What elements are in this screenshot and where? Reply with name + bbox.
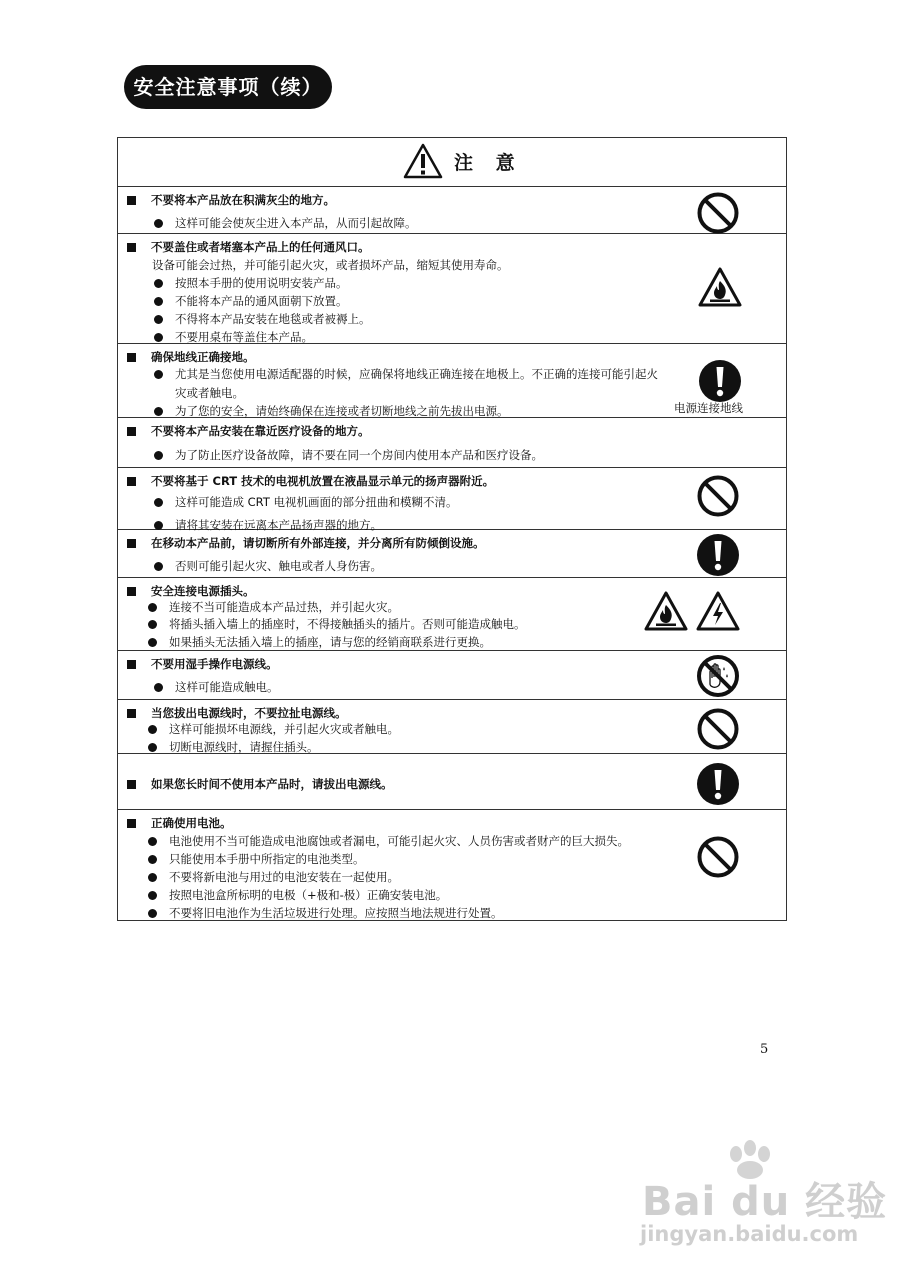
bullet-item xyxy=(154,312,371,326)
bullet-item xyxy=(154,680,279,694)
bullet-item xyxy=(148,888,447,902)
prohibition-icon xyxy=(696,191,740,235)
bullet-text: 只能使用本手册中所指定的电池类型。 xyxy=(169,852,365,866)
bullet-text: 按照本手册的使用说明安装产品。 xyxy=(175,276,348,290)
caution-section xyxy=(118,468,786,530)
caution-section xyxy=(118,578,786,651)
square-bullet-icon xyxy=(127,660,136,669)
bullet-text: 这样可能会使灰尘进入本产品，从而引起故障。 xyxy=(175,216,417,230)
bullet-text: 为了防止医疗设备故障，请不要在同一个房间内使用本产品和医疗设备。 xyxy=(175,448,543,462)
bullet-item xyxy=(154,495,458,509)
bullet-text: 按照电池盒所标明的电极（+极和-极）正确安装电池。 xyxy=(169,888,448,902)
round-bullet-icon xyxy=(148,837,157,846)
caution-section xyxy=(118,234,786,344)
section-heading xyxy=(127,424,370,438)
bullet-item xyxy=(154,276,348,290)
bullet-item xyxy=(148,906,503,920)
caution-section xyxy=(118,344,786,418)
bullet-item xyxy=(154,404,509,418)
round-bullet-icon xyxy=(154,370,163,379)
square-bullet-icon xyxy=(127,243,136,252)
square-bullet-icon xyxy=(127,780,136,789)
caution-section xyxy=(118,700,786,754)
caution-section xyxy=(118,754,786,810)
caution-section xyxy=(118,530,786,578)
section-heading xyxy=(127,777,393,791)
caution-label: 注 意 xyxy=(454,152,523,174)
page-title: 安全注意事项（续） xyxy=(124,65,332,109)
bullet-text: 尤其是当您使用电源适配器的时候，应确保将地线正确连接在地极上。不正确的连接可能引起火 xyxy=(175,367,658,381)
section-heading-text: 不要将本产品放在积满灰尘的地方。 xyxy=(151,193,335,207)
baidu-watermark xyxy=(640,1140,890,1255)
prohibition-icon xyxy=(696,835,740,879)
section-heading-text: 不要将基于 CRT 技术的电视机放置在液晶显示单元的扬声器附近。 xyxy=(151,474,495,488)
square-bullet-icon xyxy=(127,709,136,718)
bullet-text: 否则可能引起火灾、触电或者人身伤害。 xyxy=(175,559,382,573)
section-heading-text: 不要将本产品安装在靠近医疗设备的地方。 xyxy=(151,424,370,438)
bullet-text: 不要将旧电池作为生活垃圾进行处理。应按照当地法规进行处置。 xyxy=(169,906,503,920)
square-bullet-icon xyxy=(127,427,136,436)
bullet-item xyxy=(154,216,417,230)
no-wet-hands-icon xyxy=(696,654,740,698)
bullet-continuation xyxy=(175,386,244,400)
section-heading-text: 不要用湿手操作电源线。 xyxy=(151,657,278,671)
bullet-text: 连接不当可能造成本产品过热，并引起火灾。 xyxy=(169,600,399,614)
square-bullet-icon xyxy=(127,196,136,205)
prohibition-icon xyxy=(696,707,740,751)
fire-warning-icon xyxy=(644,591,688,631)
section-heading xyxy=(127,536,485,550)
section-heading xyxy=(127,193,335,207)
bullet-item xyxy=(148,834,629,848)
bullet-text: 这样可能造成触电。 xyxy=(175,680,279,694)
bullet-item xyxy=(148,635,491,649)
section-heading-text: 正确使用电池。 xyxy=(151,816,232,830)
caution-panel xyxy=(117,137,787,921)
bullet-text: 这样可能造成 CRT 电视机画面的部分扭曲和模糊不清。 xyxy=(175,495,458,509)
section-paragraph xyxy=(152,258,509,272)
round-bullet-icon xyxy=(154,219,163,228)
bullet-item xyxy=(154,559,382,573)
section-heading xyxy=(127,816,232,830)
section-heading-text: 不要盖住或者堵塞本产品上的任何通风口。 xyxy=(151,240,370,254)
caution-header xyxy=(118,138,786,187)
round-bullet-icon xyxy=(148,638,157,647)
section-heading xyxy=(127,474,494,488)
page-number: 5 xyxy=(760,1042,769,1057)
bullet-text: 将插头插入墙上的插座时，不得接触插头的插片。否则可能造成触电。 xyxy=(169,617,526,631)
watermark-brand: Bai du 经验 xyxy=(642,1179,888,1225)
bullet-text: 不要将新电池与用过的电池安装在一起使用。 xyxy=(169,870,399,884)
section-heading-text: 安全连接电源插头。 xyxy=(151,584,255,598)
caution-section xyxy=(118,651,786,700)
bullet-text: 不要用桌布等盖住本产品。 xyxy=(175,330,313,344)
caution-section xyxy=(118,810,786,921)
square-bullet-icon xyxy=(127,539,136,548)
bullet-text: 不能将本产品的通风面朝下放置。 xyxy=(175,294,348,308)
round-bullet-icon xyxy=(154,279,163,288)
mandatory-action-icon xyxy=(696,533,740,577)
section-heading-text: 确保地线正确接地。 xyxy=(151,350,255,364)
square-bullet-icon xyxy=(127,477,136,486)
round-bullet-icon xyxy=(148,873,157,882)
round-bullet-icon xyxy=(154,451,163,460)
round-bullet-icon xyxy=(154,297,163,306)
mandatory-action-icon xyxy=(696,762,740,806)
section-heading-text: 在移动本产品前，请切断所有外部连接，并分离所有防倾倒设施。 xyxy=(151,536,485,550)
bullet-item xyxy=(148,722,399,736)
caution-section xyxy=(118,418,786,468)
bullet-text: 为了您的安全，请始终确保在连接或者切断地线之前先拔出电源。 xyxy=(175,404,509,418)
bullet-item xyxy=(148,600,399,614)
warning-triangle-icon xyxy=(403,143,443,179)
section-heading xyxy=(127,706,347,720)
prohibition-icon xyxy=(696,474,740,518)
fire-warning-icon xyxy=(698,267,742,307)
section-heading xyxy=(127,240,370,254)
round-bullet-icon xyxy=(148,603,157,612)
round-bullet-icon xyxy=(148,855,157,864)
bullet-text: 切断电源线时，请握住插头。 xyxy=(169,740,319,754)
round-bullet-icon xyxy=(154,683,163,692)
section-heading xyxy=(127,657,278,671)
section-heading-text: 如果您长时间不使用本产品时，请拔出电源线。 xyxy=(151,777,393,791)
round-bullet-icon xyxy=(154,333,163,342)
round-bullet-icon xyxy=(148,909,157,918)
paragraph-text: 设备可能会过热，并可能引起火灾，或者损坏产品，缩短其使用寿命。 xyxy=(152,258,509,272)
bullet-item xyxy=(154,294,348,308)
round-bullet-icon xyxy=(154,562,163,571)
round-bullet-icon xyxy=(148,891,157,900)
bullet-item xyxy=(154,367,658,381)
bullet-text: 请将其安装在远离本产品扬声器的地方。 xyxy=(175,518,382,532)
bullet-item xyxy=(148,870,399,884)
round-bullet-icon xyxy=(148,725,157,734)
round-bullet-icon xyxy=(154,407,163,416)
bullet-item xyxy=(154,330,313,344)
bullet-text: 如果插头无法插入墙上的插座，请与您的经销商联系进行更换。 xyxy=(169,635,491,649)
square-bullet-icon xyxy=(127,587,136,596)
round-bullet-icon xyxy=(148,620,157,629)
bullet-text: 灾或者触电。 xyxy=(175,386,244,400)
round-bullet-icon xyxy=(154,521,163,530)
bullet-item xyxy=(148,740,319,754)
round-bullet-icon xyxy=(154,315,163,324)
bullet-text: 电池使用不当可能造成电池腐蚀或者漏电，可能引起火灾、人员伤害或者财产的巨大损失。 xyxy=(169,834,629,848)
bullet-text: 这样可能损坏电源线，并引起火灾或者触电。 xyxy=(169,722,399,736)
mandatory-action-icon xyxy=(698,359,742,403)
bullet-item xyxy=(148,617,526,631)
icon-caption: 电源连接地线 xyxy=(674,401,743,415)
square-bullet-icon xyxy=(127,819,136,828)
round-bullet-icon xyxy=(154,498,163,507)
electric-shock-warning-icon xyxy=(696,591,740,631)
square-bullet-icon xyxy=(127,353,136,362)
section-heading-text: 当您拔出电源线时，不要拉扯电源线。 xyxy=(151,706,347,720)
bullet-item xyxy=(148,852,365,866)
caution-section xyxy=(118,186,786,234)
section-heading xyxy=(127,584,255,598)
section-heading xyxy=(127,350,255,364)
watermark-url: jingyan.baidu.com xyxy=(640,1222,859,1246)
bullet-text: 不得将本产品安装在地毯或者被褥上。 xyxy=(175,312,371,326)
round-bullet-icon xyxy=(148,743,157,752)
bullet-item xyxy=(154,448,543,462)
